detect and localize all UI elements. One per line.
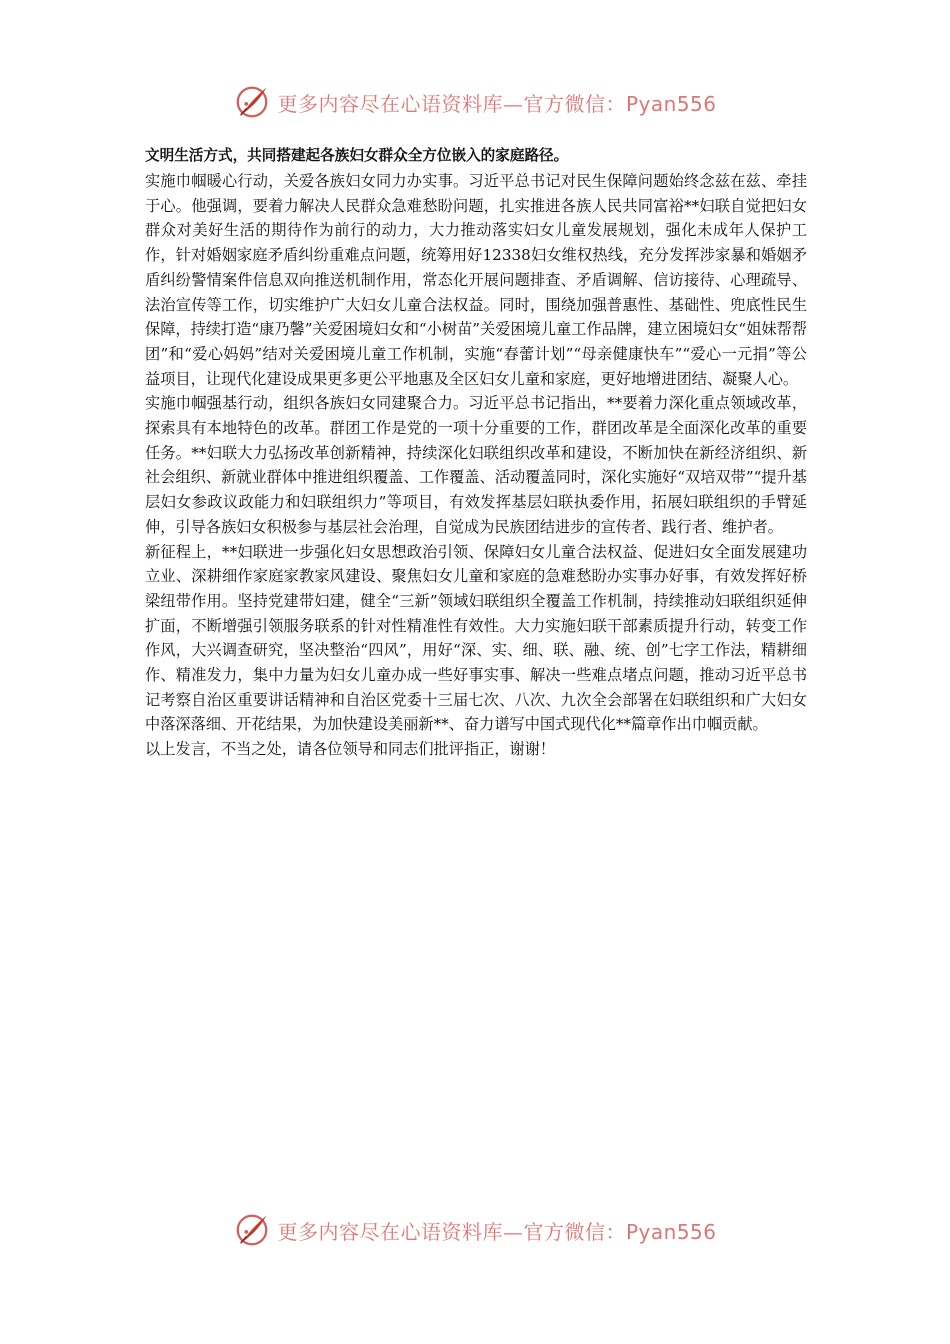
header-banner-label: 更多内容尽在心语资料库—官方微信： bbox=[277, 91, 626, 116]
paragraph-closing: 以上发言，不当之处，请各位领导和同志们批评指正，谢谢！ bbox=[145, 740, 556, 759]
footer-banner-inner bbox=[233, 1211, 716, 1249]
footer-banner bbox=[0, 1208, 950, 1252]
quill-pen-logo-icon bbox=[233, 83, 271, 121]
footer-banner-text bbox=[277, 1216, 716, 1245]
paragraph-new-journey: 新征程上，**妇联进一步强化妇女思想政治引领、保障妇女儿童合法权益、促进妇女全面发展建功立业、深耕细作家庭家教家风建设、聚焦妇女儿童和家庭的急难愁盼办实事办好事，有效发挥好桥梁纽带作用。坚持党建带妇建，健全“三新”领域妇联组织全覆盖工作机制，持续推动妇联组织延伸扩面，不断增强引领服务联系的针对性精准性有效性。大力实施妇联干部素质提升行动，转变工作作风，大兴调查研究，坚决整治“四风”，用好“深、实、细、联、融、统、创”七字工作法，精耕细作、精准发力，集中力量为妇女儿童办成一些好事实事、解决一些难点堵点问题，推动习近平总书记考察自治区重要讲话精神和自治区党委十三届七次、八次、九次全会部署在妇联组织和广大妇女中落深落细、开花结果，为加快建设美丽新**、奋力谱写中国式现代化**篇章作出巾帼贡献。 bbox=[145, 542, 807, 734]
paragraph-strong-base-action: 实施巾帼强基行动，组织各族妇女同建聚合力。习近平总书记指出，**要着力深化重点领域改革，探索具有本地特色的改革。群团工作是党的一项十分重要的工作，群团改革是全面深化改革的重要任务。**妇联大力弘扬改革创新精神，持续深化妇联组织改革和建设，不断加快在新经济组织、新社会组织、新就业群体中推进组织覆盖、工作覆盖、活动覆盖同时，深化实施好“双培双带”“提升基层妇女参政议政能力和妇联组织力”等项目，有效发挥基层妇联执委作用，拓展妇联组织的手臂延伸，引导各族妇女积极参与基层社会治理，自觉成为民族团结进步的宣传者、践行者、维护者。 bbox=[145, 394, 807, 536]
header-banner bbox=[0, 80, 950, 124]
quill-pen-logo-icon bbox=[233, 1211, 271, 1249]
header-banner-inner bbox=[233, 83, 716, 121]
paragraph-intro: 文明生活方式，共同搭建起各族妇女群众全方位嵌入的家庭路径。 bbox=[145, 147, 569, 164]
document-body bbox=[145, 143, 807, 762]
paragraph-warm-heart-action: 实施巾帼暖心行动，关爱各族妇女同力办实事。习近平总书记对民生保障问题始终念兹在兹、牵挂于心。他强调，要着力解决人民群众急难愁盼问题，扎实推进各族人民共同富裕**妇联自觉把妇女群众对美好生活的期待作为前行的动力，大力推动落实妇女儿童发展规划，强化未成年人保护工作，针对婚姻家庭矛盾纠纷重难点问题，统筹用好12338妇女维权热线，充分发挥涉家暴和婚姻矛盾纠纷警情案件信息双向推送机制作用，常态化开展问题排查、矛盾调解、信访接待、心理疏导、法治宣传等工作，切实维护广大妇女儿童合法权益。同时，围绕加强普惠性、基础性、兜底性民生保障，持续打造“康乃馨”关爱困境妇女和“小树苗”关爱困境儿童工作品牌，建立困境妇女“姐妹帮帮团”和“爱心妈妈”结对关爱困境儿童工作机制，实施“春蕾计划”“母亲健康快车”“爱心一元捐”等公益项目，让现代化建设成果更多更公平地惠及全区妇女儿童和家庭，更好地增进团结、凝聚人心。 bbox=[145, 172, 807, 388]
header-wechat-id: Pyan556 bbox=[625, 91, 717, 116]
footer-wechat-id: Pyan556 bbox=[625, 1219, 717, 1244]
header-banner-text bbox=[277, 88, 716, 117]
footer-banner-label: 更多内容尽在心语资料库—官方微信： bbox=[277, 1219, 626, 1244]
